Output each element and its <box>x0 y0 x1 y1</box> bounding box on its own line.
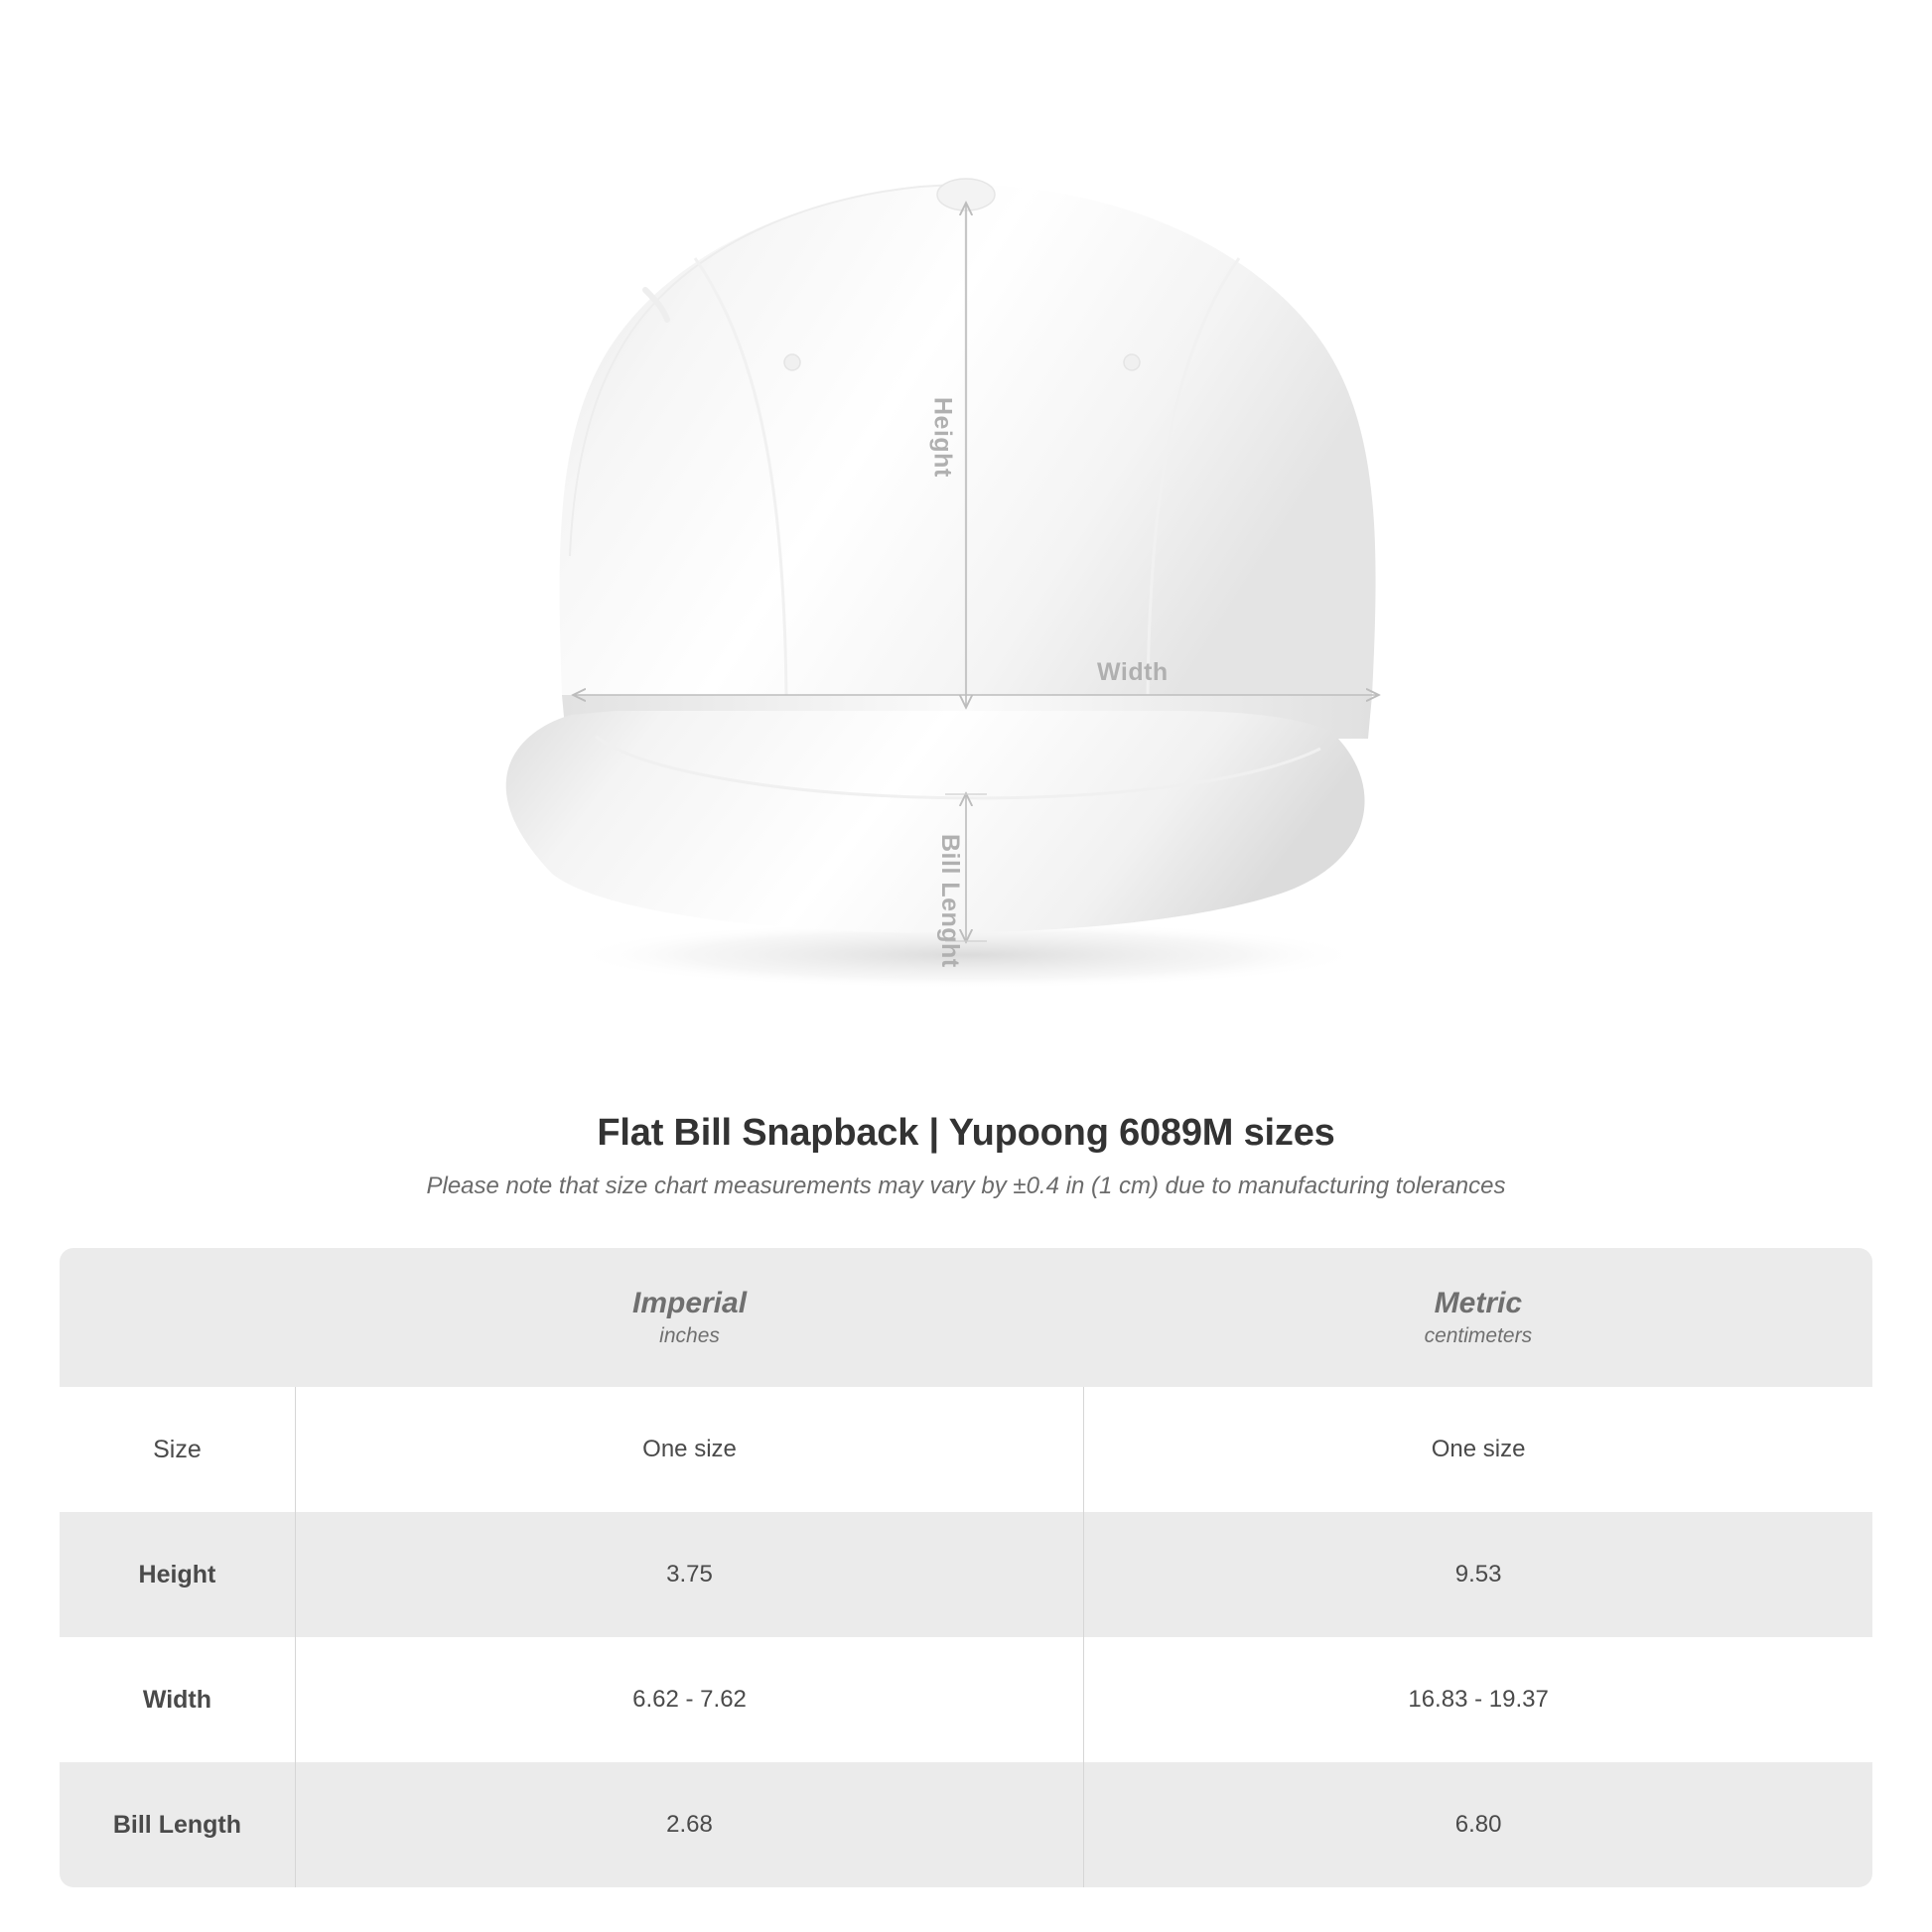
header-empty-cell <box>60 1248 295 1387</box>
metric-unit-label: centimeters <box>1424 1324 1533 1348</box>
page-title: Flat Bill Snapback | Yupoong 6089M sizes <box>597 1112 1335 1154</box>
table-header-row <box>60 1248 1872 1387</box>
cell-size-imperial: One size <box>295 1387 1083 1512</box>
header-metric-cell <box>1084 1248 1872 1387</box>
table-row <box>60 1512 1872 1637</box>
imperial-system-label: Imperial <box>631 1286 748 1319</box>
cell-width-metric: 16.83 - 19.37 <box>1084 1637 1872 1762</box>
cell-bill-length-metric: 6.80 <box>1084 1762 1872 1887</box>
cap-crown <box>560 185 1376 695</box>
size-table <box>60 1248 1872 1887</box>
cell-bill-length-imperial: 2.68 <box>295 1762 1083 1887</box>
table-row <box>60 1387 1872 1512</box>
cell-width-imperial: 6.62 - 7.62 <box>295 1637 1083 1762</box>
height-dimension-label: Height <box>928 397 957 478</box>
bill-length-dimension-label: Bill Lenght <box>936 834 964 968</box>
row-label-height: Height <box>60 1512 295 1637</box>
eyelet-left <box>784 354 800 370</box>
header-imperial-cell <box>295 1248 1083 1387</box>
cell-size-metric: One size <box>1084 1387 1872 1512</box>
imperial-unit-label: inches <box>659 1324 720 1348</box>
cell-height-imperial: 3.75 <box>295 1512 1083 1637</box>
metric-system-label: Metric <box>1434 1286 1523 1319</box>
eyelet-right <box>1124 354 1140 370</box>
title-block <box>0 1112 1932 1200</box>
row-label-size: Size <box>153 1435 202 1463</box>
size-table-wrapper <box>60 1248 1872 1887</box>
cell-height-metric: 9.53 <box>1084 1512 1872 1637</box>
row-label-width: Width <box>142 1685 212 1714</box>
table-row <box>60 1637 1872 1762</box>
row-label-bill-length: Bill Length <box>60 1762 295 1887</box>
width-dimension-label: Width <box>1097 658 1169 686</box>
tolerance-note: Please note that size chart measurements may vary by ±0.4 in (1 cm) due to manufacturing tolerances <box>426 1173 1506 1199</box>
table-row <box>60 1762 1872 1887</box>
